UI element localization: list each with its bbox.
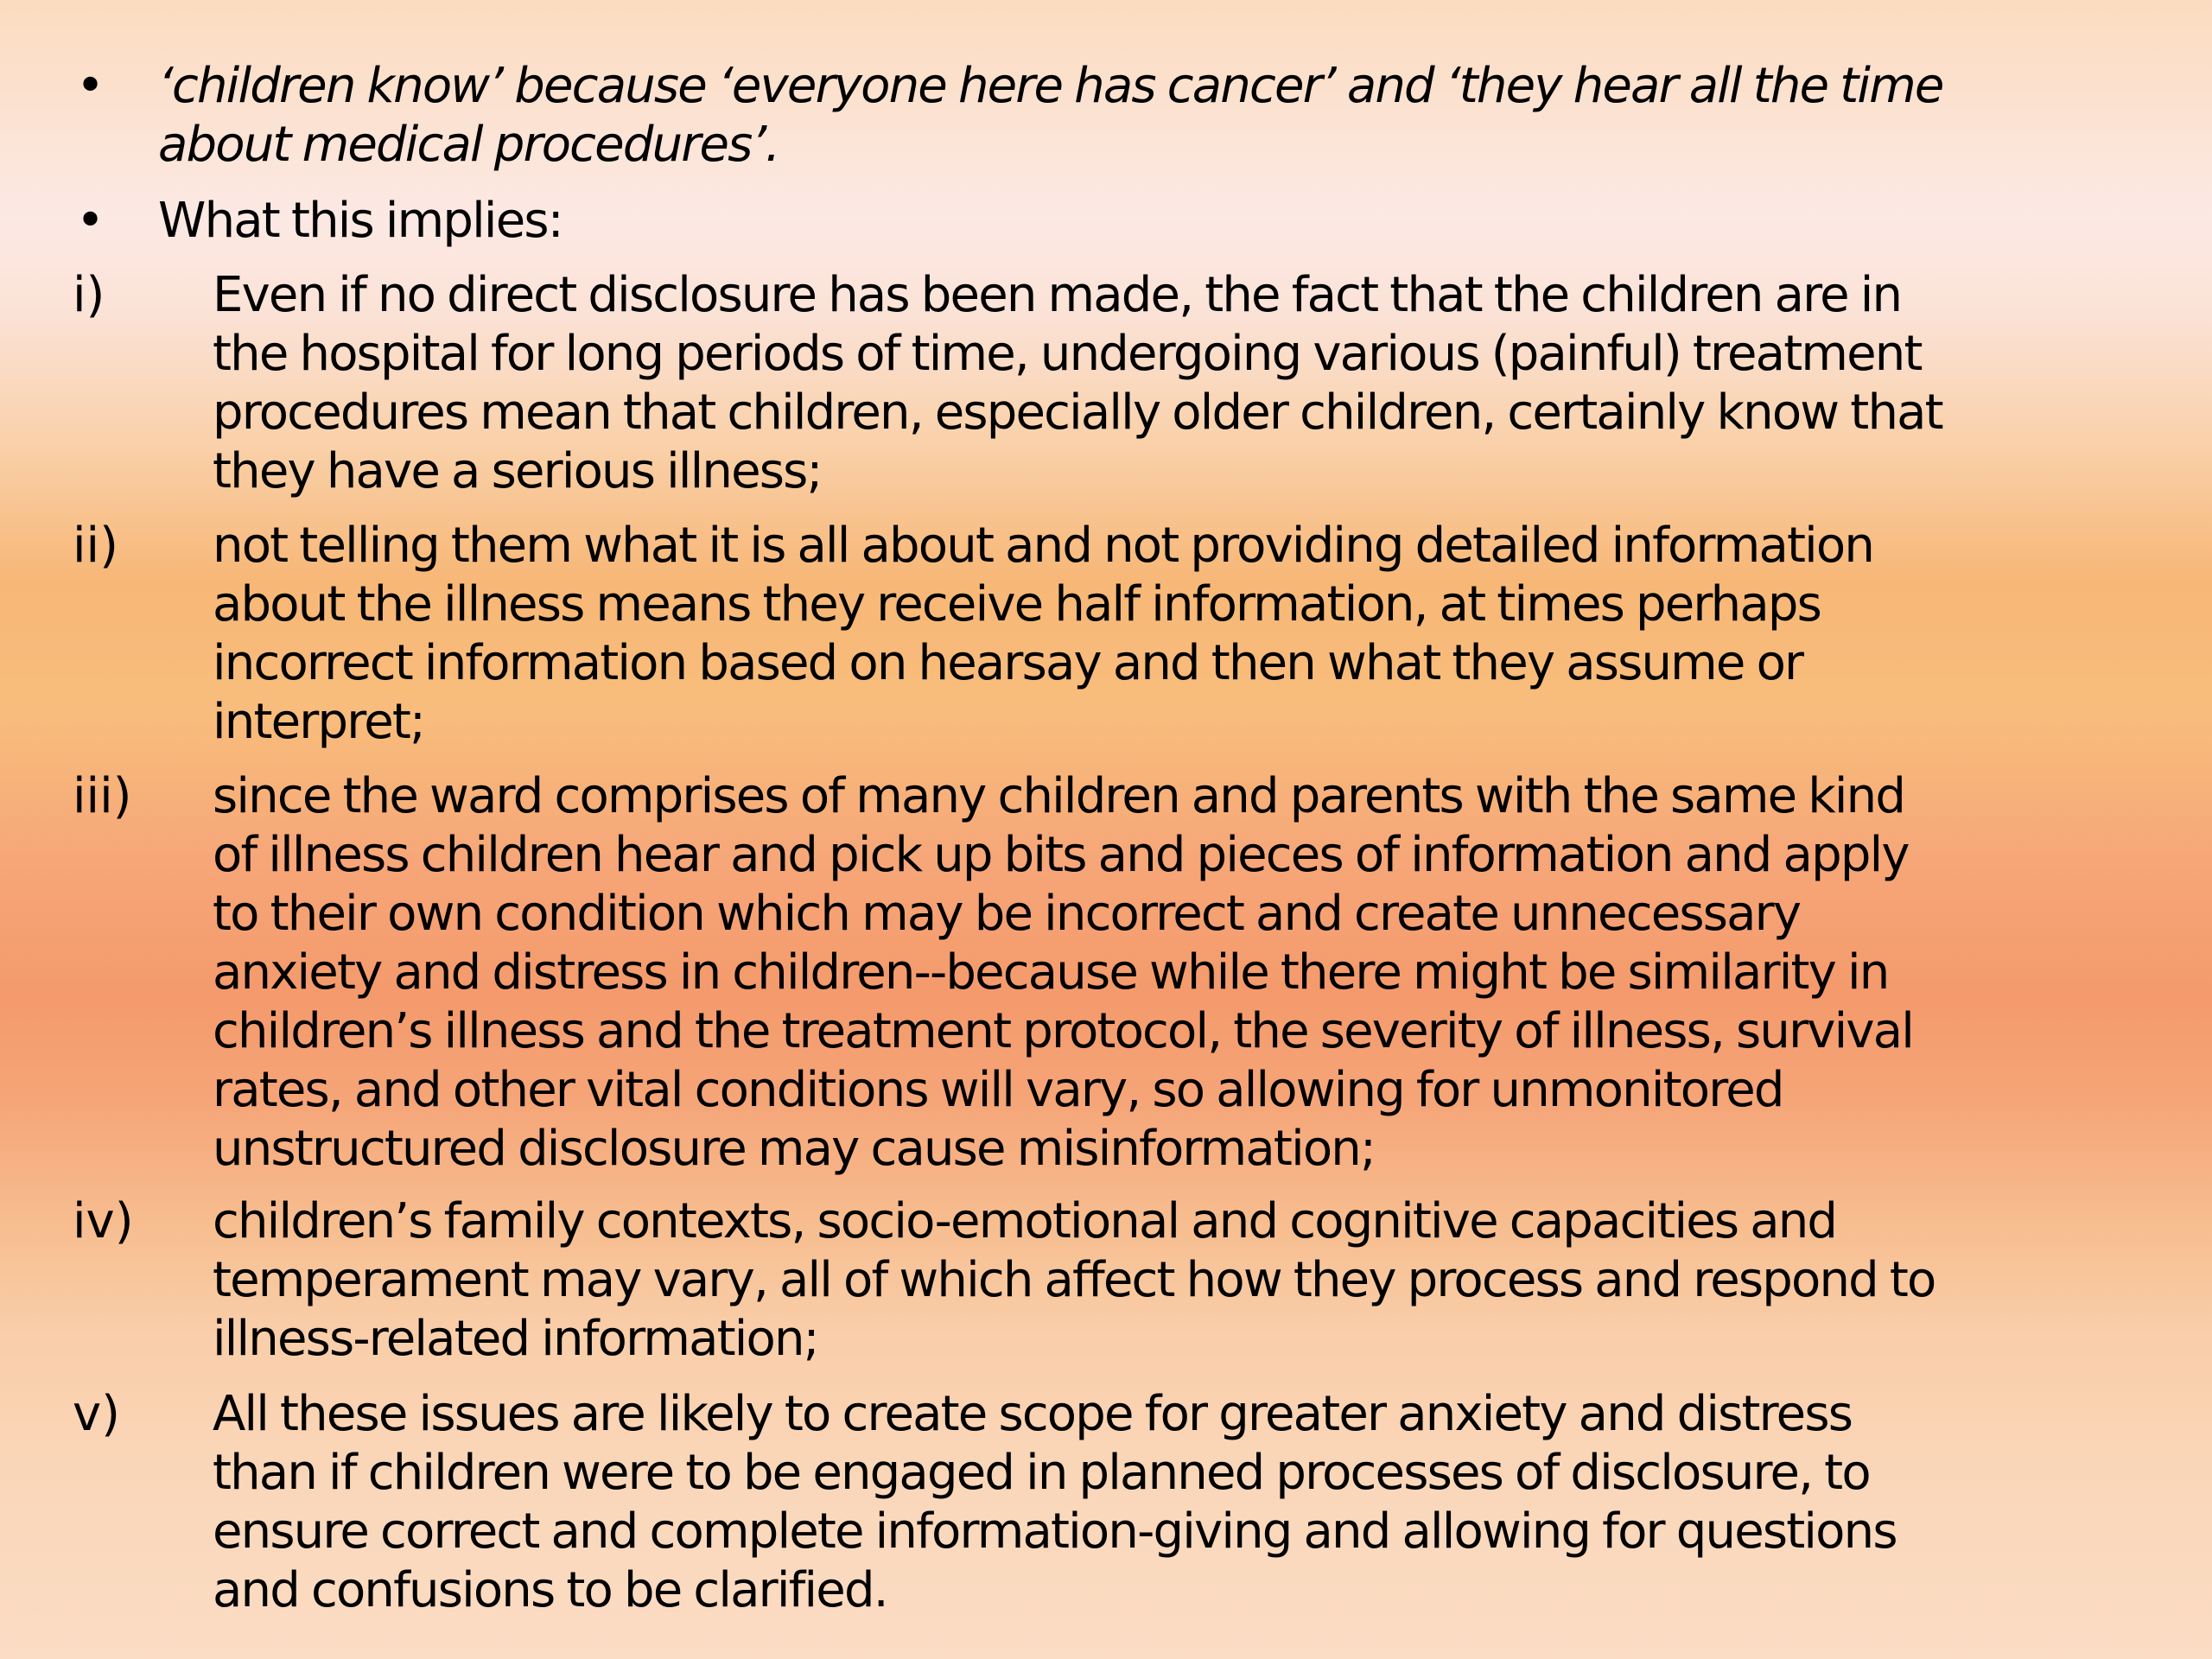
point-text-iii: since the ward comprises of many children and parents with the same kind of illness children hear and pick up bits and pieces of information and apply to their own condition which may be incorrect and create unnecessary anxiety and distress in children--because while there might be similarity in children’s illness and the treatment protocol, the severity of illness, survival rates, and other vital conditions will vary, so allowing for unmonitored unstructured disclosure may cause misinformation; [213,768,1914,1177]
point-marker-v: v) [73,1386,120,1442]
point-text-v: All these issues are likely to create scope for greater anxiety and distress than if children were to be engaged in planned processes of disclosure, to ensure correct and complete information-giving and allowing for questions and confusions to be clarified. [213,1386,1897,1618]
point-text-i: Even if no direct disclosure has been made, the fact that the children are in the hospital for long periods of time, undergoing various (painful) treatment procedures mean that children, especially older children, certainly know that they have a serious illness; [213,267,1942,499]
point-marker-iii: iii) [73,768,132,824]
point-text-ii: not telling them what it is all about and not providing detailed information about the illness means they receive half information, at times perhaps incorrect information based on hearsay and then what they assume or interpret; [213,518,1874,750]
point-marker-i: i) [73,267,105,323]
bullet-text-implies: What this implies: [158,193,563,249]
bullet-marker: • [76,193,105,249]
bullet-text-quote: ‘children know’ because ‘everyone here has cancer’ and ‘they hear all the time about medical procedures’. [158,58,1943,173]
bullet-marker: • [76,58,105,114]
point-marker-iv: iv) [73,1193,134,1249]
point-text-iv: children’s family contexts, socio-emotional and cognitive capacities and temperament may vary, all of which affect how they process and respond to illness-related information; [213,1193,1936,1367]
point-marker-ii: ii) [73,518,118,574]
